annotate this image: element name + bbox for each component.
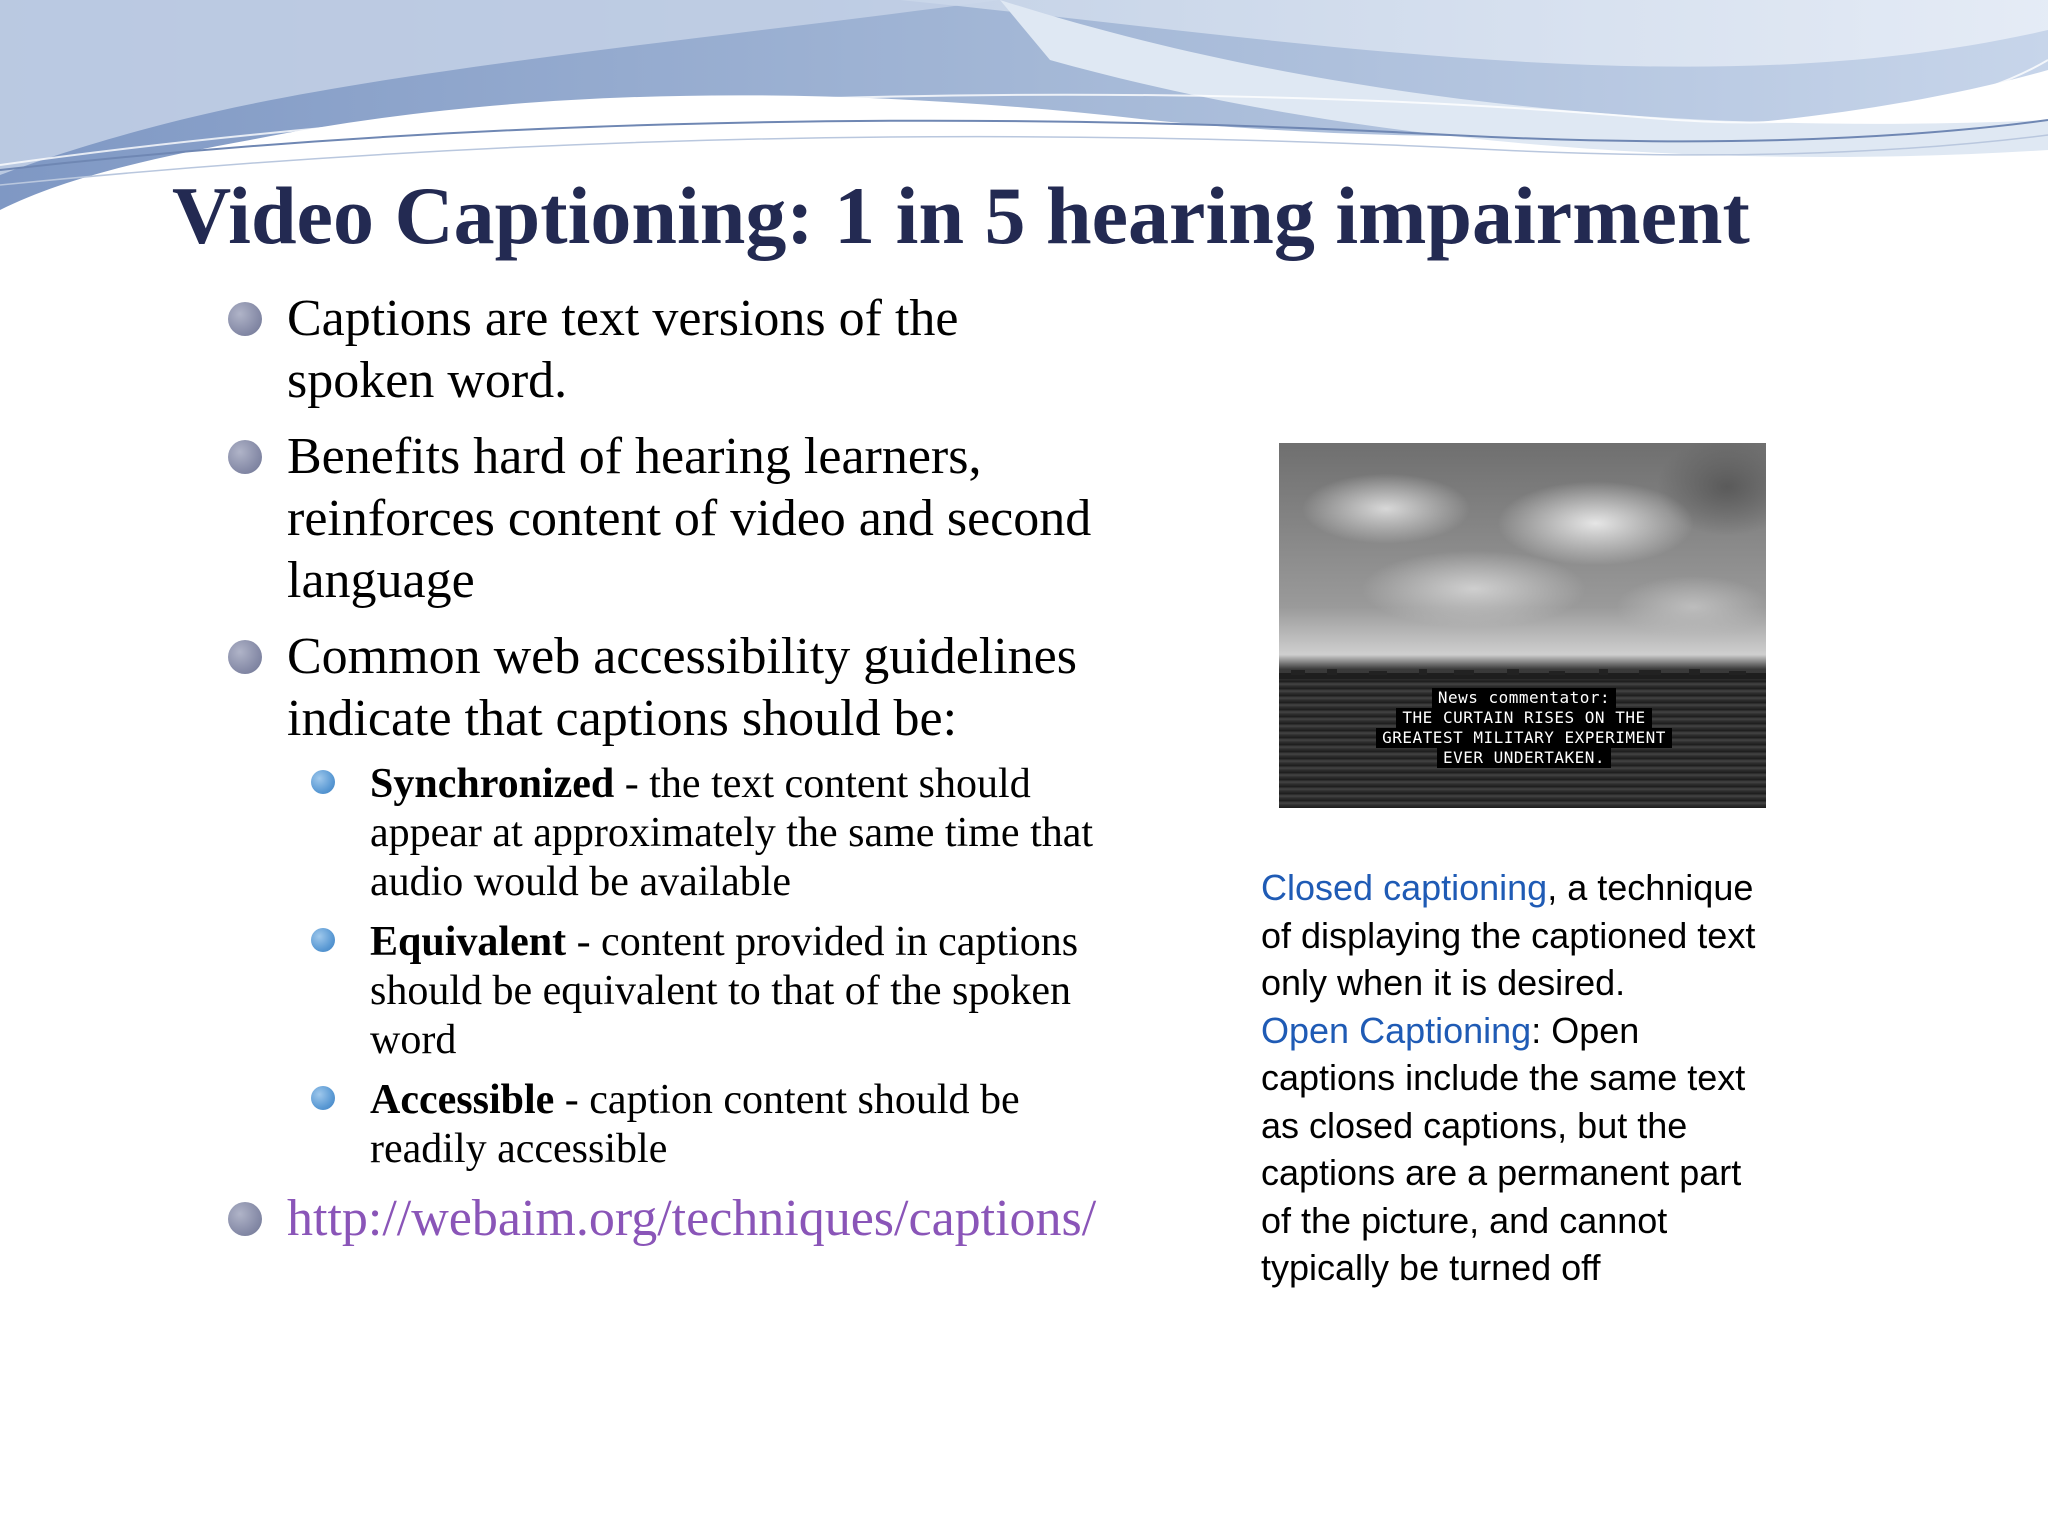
bullet-item [228, 426, 1108, 612]
bullet-list [228, 288, 1108, 1264]
open-captioning-text: : Open captions include the same text as closed captions, but the captions are a permanent part of the picture, and cannot typically be turned off [1261, 1009, 1746, 1288]
bullet-dot-icon [228, 440, 262, 474]
caption-line: GREATEST MILITARY EXPERIMENT [1376, 728, 1672, 748]
bullet-dot-icon [228, 302, 262, 336]
sub-bullet-desc: - content provided in captions should be equivalent to that of the spoken word [370, 919, 1079, 1063]
sub-bullet-item [311, 760, 1108, 907]
open-captioning-link[interactable]: Open Captioning [1261, 1009, 1532, 1051]
sub-bullet-list [287, 760, 1108, 1174]
bullet-dot-icon [228, 640, 262, 674]
slide-title: Video Captioning: 1 in 5 hearing impairment [172, 170, 1750, 261]
sub-bullet-term: Equivalent [370, 919, 567, 965]
bullet-item [228, 288, 1108, 412]
sub-bullet-dot-icon [311, 1086, 335, 1110]
bullet-text: Common web accessibility guidelines indicate that captions should be: [287, 628, 1077, 747]
closed-captioning-text: , a technique of displaying the captioned text only when it is desired. [1261, 867, 1756, 1003]
webaim-captions-link[interactable]: http://webaim.org/techniques/captions/ [287, 1190, 1097, 1247]
closed-captioning-link[interactable]: Closed captioning [1261, 867, 1548, 908]
sub-bullet-term: Accessible [370, 1077, 555, 1123]
sub-bullet-item [311, 918, 1108, 1065]
bullet-text: Captions are text versions of the spoken word. [287, 290, 959, 409]
bullet-dot-icon [228, 1202, 262, 1236]
caption-line: News commentator: [1432, 688, 1616, 708]
caption-definitions [1261, 864, 1781, 1292]
caption-line: EVER UNDERTAKEN. [1437, 748, 1611, 768]
captioned-video-still-image [1279, 443, 1766, 808]
bullet-text: Benefits hard of hearing learners, reinforces content of video and second language [287, 428, 1092, 609]
ship-silhouettes [1279, 669, 1766, 679]
bullet-item [228, 626, 1108, 1174]
sub-bullet-desc: - caption content should be readily accessible [370, 1077, 1020, 1172]
sub-bullet-dot-icon [311, 770, 335, 794]
bullet-item [228, 1188, 1108, 1250]
caption-line: THE CURTAIN RISES ON THE [1396, 708, 1651, 728]
sub-bullet-term: Synchronized [370, 761, 615, 807]
sub-bullet-item [311, 1076, 1108, 1174]
video-caption-overlay [1349, 688, 1699, 768]
sub-bullet-dot-icon [311, 928, 335, 952]
sub-bullet-desc: - the text content should appear at approximately the same time that audio would be available [370, 761, 1094, 905]
open-captioning-definition [1261, 1007, 1781, 1292]
closed-captioning-definition [1261, 864, 1781, 1007]
